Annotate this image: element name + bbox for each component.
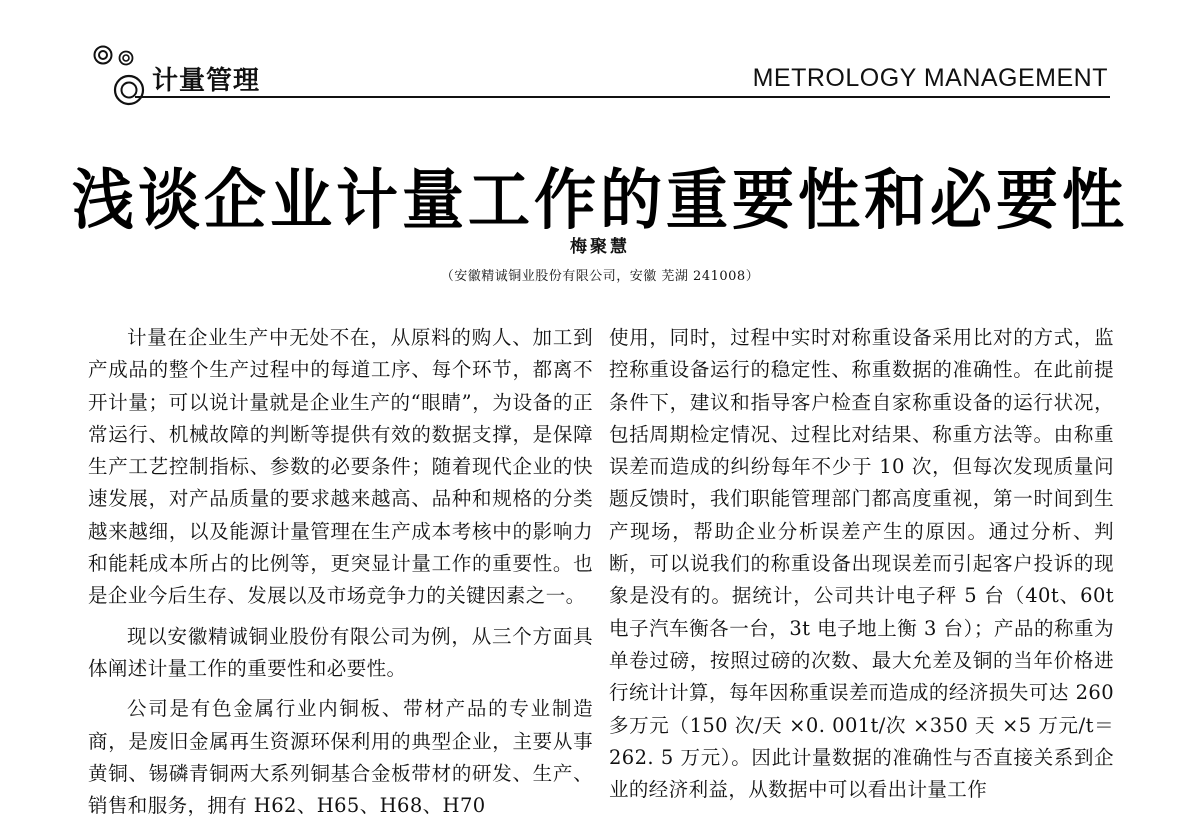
section-title-en: METROLOGY MANAGEMENT (752, 64, 1108, 92)
article-author: 梅聚慧 (570, 237, 630, 257)
section-title-cn: 计量管理 (152, 66, 261, 96)
paragraph: 现以安徽精诚铜业股份有限公司为例，从三个方面具体阐述计量工作的重要性和必要性。 (88, 624, 593, 680)
page-header (0, 0, 1200, 110)
header-divider (135, 96, 1110, 98)
article-title: 浅谈企业计量工作的重要性和必要性 (71, 161, 1128, 239)
author-affiliation: （安徽精诚铜业股份有限公司，安徽 芜湖 241008） (440, 269, 760, 284)
paragraph: 使用，同时，过程中实时对称重设备采用比对的方式，监控称重设备运行的稳定性、称重数据的准确性。在此前提条件下，建议和指导客户检查自家称重设备的运行状况，包括周期检定情况、过程比对结果、称重方法等。由称重误差而造成的纠纷每年不少于 10 次，但每次发现质量问题反馈时，我们职能管理部门都高度重视，第一时间到生产现场，帮助企业分析误差产生的原因。通过分析、判断，可以说我们的称重设备出现误差而引起客户投诉的现象是没有的。据统计，公司共计电子秤 5 台（40t、60t 电子汽车衡各一台，3t 电子地上衡 3 台）；产品的称重为单卷过磅，按照过磅的次数、最大允差及铜的当年价格进行统计计算，每年因称重误差而造成的经济损失可达 260 多万元（150 次/天 ×0. 001t/次 ×350 天 ×5 万元/t＝262. 5 万元）。因此计量数据的准确性与否直接关系到企业的经济利益，从数据中可以看出计量工作 (609, 326, 1114, 802)
paragraph: 计量在企业生产中无处不在，从原料的购人、加工到产成品的整个生产过程中的每道工序、每个环节，都离不开计量；可以说计量就是企业生产的“眼睛”，为设备的正常运行、机械故障的判断等提供有效的数据支撑，是保障生产工艺控制指标、参数的必要条件；随着现代企业的快速发展，对产品质量的要求越来越高、品种和规格的分类越来越细，以及能源计量管理在生产成本考核中的影响力和能耗成本所占的比例等，更突显计量工作的重要性。也是企业今后生存、发展以及市场竞争力的关键因素之一。 (88, 326, 593, 608)
body-column-right (609, 322, 1114, 814)
body-column-left (88, 322, 593, 830)
paragraph: 公司是有色金属行业内铜板、带材产品的专业制造商，是废旧金属再生资源环保利用的典型企业，主要从事黄铜、锡磷青铜两大系列铜基合金板带材的研发、生产、销售和服务，拥有 H62、H65、H68、H70 (88, 697, 593, 818)
